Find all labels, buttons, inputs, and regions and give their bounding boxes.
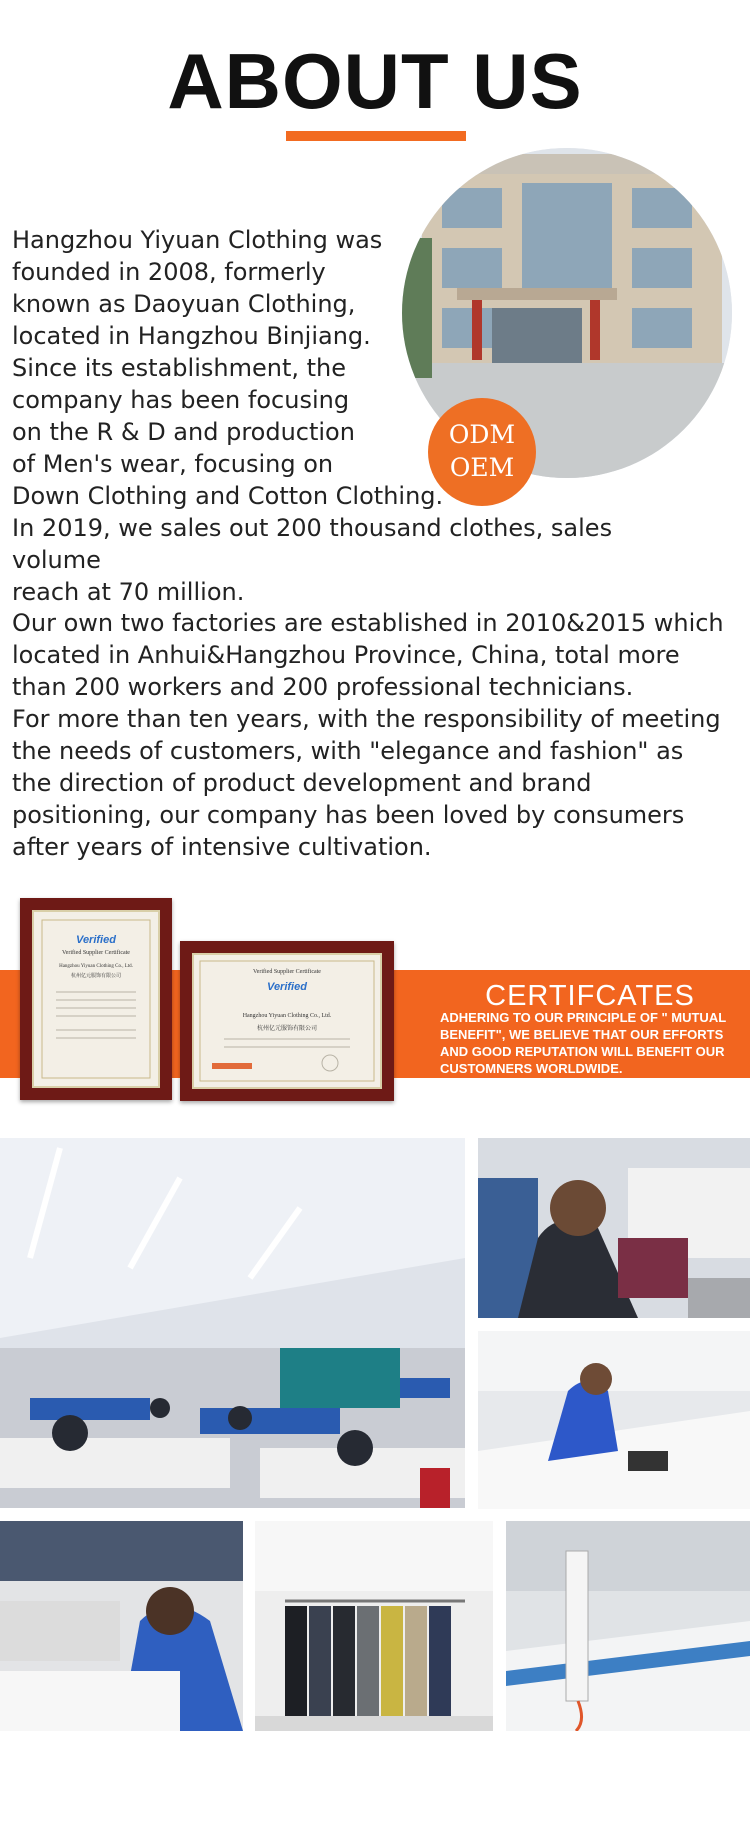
workshop-overview-photo bbox=[0, 1138, 465, 1508]
certificate-2-brand: Verified bbox=[267, 981, 307, 993]
certificates-description: ADHERING TO OUR PRINCIPLE OF " MUTUAL BENEFIT", WE BELIEVE THAT OUR EFFORTS AND GOOD REPUTATION WILL BENEFIT OUR CUSTOMNERS WORLDWIDE. bbox=[440, 1010, 726, 1076]
intro-line: In 2019, we sales out 200 thousand clothes, sales volume bbox=[12, 514, 613, 574]
certificate-2-company: Hangzhou Yiyuan Clothing Co., Ltd. bbox=[242, 1013, 332, 1019]
certificate-2-company-cn: 杭州亿元服饰有限公司 bbox=[256, 1025, 317, 1032]
factories-line: Our own two factories are established in 2010&2015 which bbox=[12, 609, 724, 637]
garment-rack-photo bbox=[255, 1521, 493, 1731]
intro-paragraph bbox=[12, 224, 702, 608]
certificate-frame-1 bbox=[20, 898, 172, 1100]
intro-line: on the R & D and production bbox=[12, 418, 355, 446]
certificate-1-heading: Verified Supplier Certificate bbox=[62, 950, 130, 956]
intro-line: known as Daoyuan Clothing, bbox=[12, 290, 356, 318]
page-title: ABOUT US bbox=[167, 37, 583, 125]
title-underline bbox=[286, 131, 466, 141]
certificate-1-brand: Verified bbox=[76, 934, 116, 946]
sewing-worker-photo bbox=[478, 1138, 750, 1318]
intro-line: Since its establishment, the bbox=[12, 354, 346, 382]
certificate-2-heading: Verified Supplier Certificate bbox=[253, 969, 321, 975]
factories-paragraph bbox=[12, 607, 737, 863]
intro-line: reach at 70 million. bbox=[12, 578, 245, 606]
factories-line: For more than ten years, with the responsibility of meeting bbox=[12, 705, 721, 733]
intro-line: Hangzhou Yiyuan Clothing was bbox=[12, 226, 383, 254]
intro-line: of Men's wear, focusing on bbox=[12, 450, 334, 478]
badge-odm-label: ODM bbox=[448, 420, 516, 449]
certificate-1-company: Hangzhou Yiyuan Clothing Co., Ltd. bbox=[59, 964, 133, 969]
factories-line: the needs of customers, with "elegance and fashion" as bbox=[12, 737, 684, 765]
intro-line: Down Clothing and Cotton Clothing. bbox=[12, 482, 444, 510]
factories-line: positioning, our company has been loved by consumers bbox=[12, 801, 685, 829]
certificate-frame-2 bbox=[180, 941, 394, 1101]
factories-line: than 200 workers and 200 professional technicians. bbox=[12, 673, 634, 701]
intro-line: located in Hangzhou Binjiang. bbox=[12, 322, 371, 350]
factories-line: the direction of product development and brand bbox=[12, 769, 592, 797]
fabric-cutting-photo bbox=[478, 1331, 750, 1509]
intro-line: founded in 2008, formerly bbox=[12, 258, 326, 286]
badge-oem-label: OEM bbox=[449, 453, 515, 482]
factories-line: after years of intensive cultivation. bbox=[12, 833, 432, 861]
cutting-machine-photo bbox=[506, 1521, 750, 1731]
sewing-closeup-photo bbox=[0, 1521, 243, 1731]
certificates-title: CERTIFCATES bbox=[485, 980, 695, 1012]
certificate-1-company-cn: 杭州亿元服饰有限公司 bbox=[70, 973, 121, 979]
intro-line: company has been focusing bbox=[12, 386, 350, 414]
certificate-2-decoration bbox=[194, 955, 380, 1087]
factories-line: located in Anhui&Hangzhou Province, China, total more bbox=[12, 641, 680, 669]
